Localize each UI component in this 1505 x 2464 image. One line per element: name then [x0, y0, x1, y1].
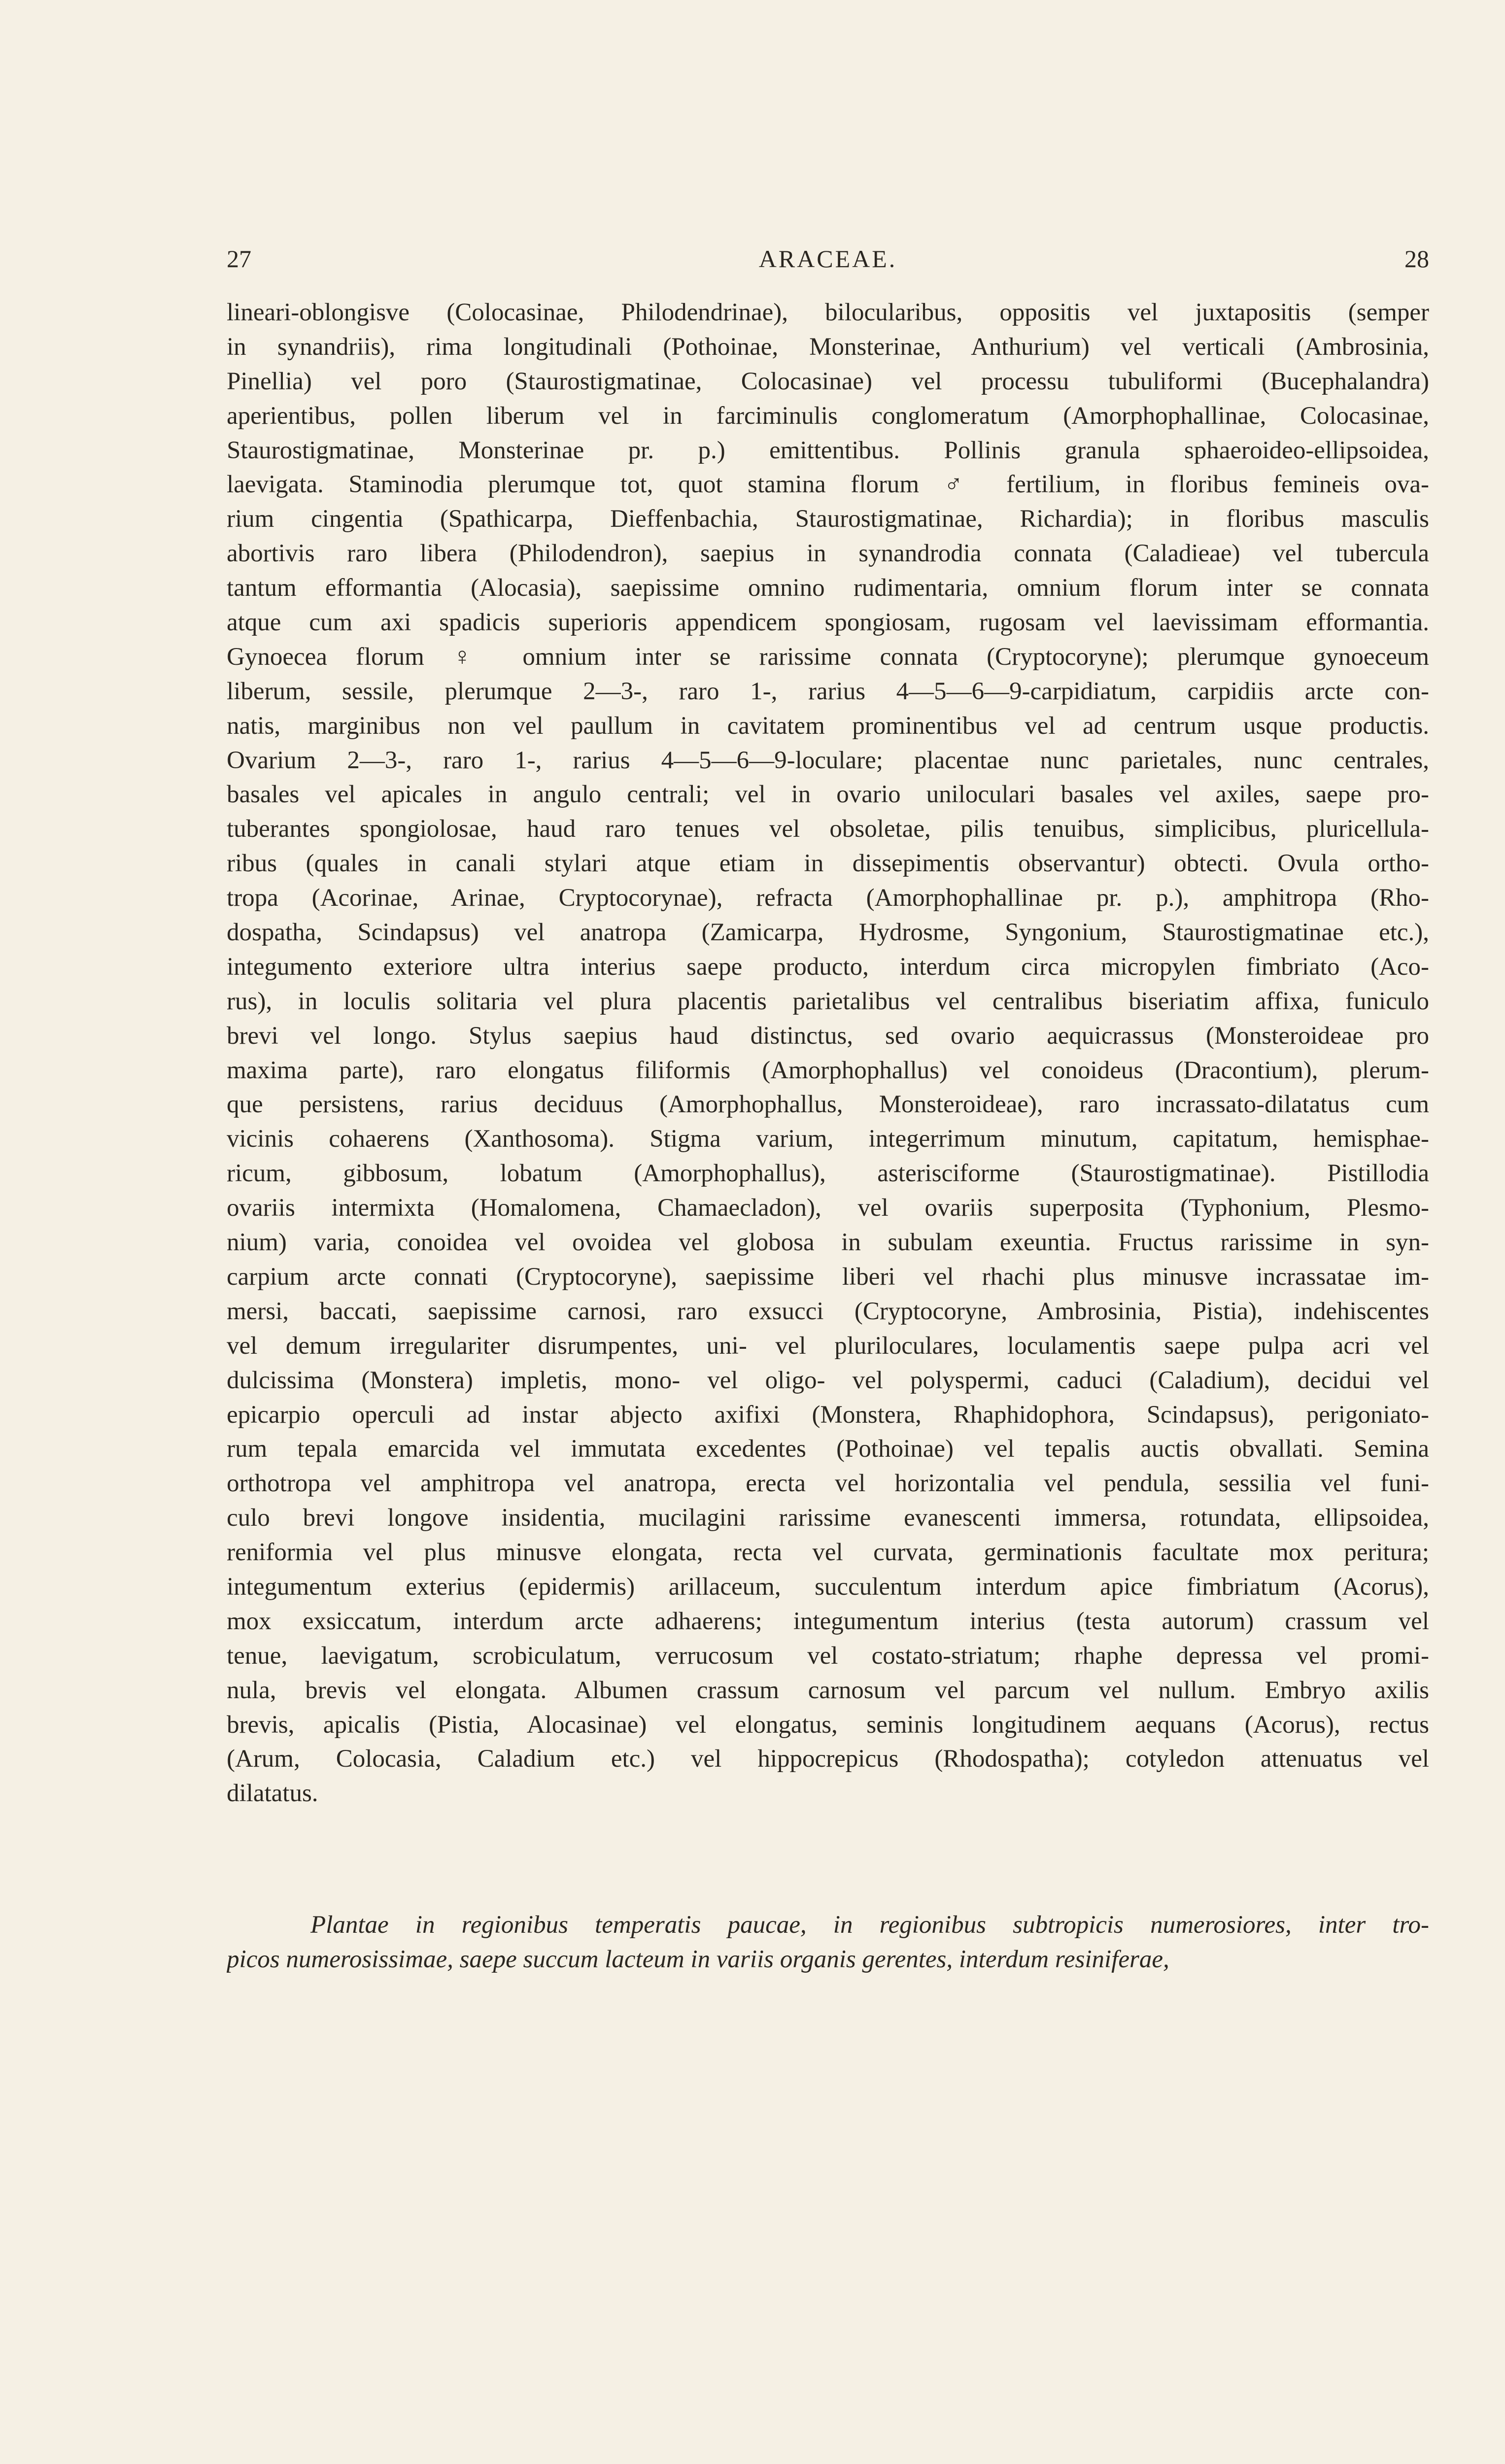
text-line: vel demum irregulariter disrumpentes, uni- vel pluriloculares, loculamentis saepe pulpa acri vel	[227, 1332, 1429, 1360]
text-line: lineari-oblongisve (Colocasinae, Philodendrinae), bilocularibus, oppositis vel juxtapositis (semper	[227, 299, 1429, 326]
text-line: vicinis cohaerens (Xanthosoma). Stigma varium, integerrimum minutum, capitatum, hemisphae-	[227, 1125, 1429, 1153]
description-paragraph	[227, 296, 1429, 1811]
text-line: epicarpio operculi ad instar abjecto axifixi (Monstera, Rhaphidophora, Scindapsus), perigoniato-	[227, 1401, 1429, 1429]
text-line: ricum, gibbosum, lobatum (Amorphophallus), asterisciforme (Staurostigmatinae). Pistillodia	[227, 1160, 1429, 1188]
text-line: laevigata. Staminodia plerumque tot, quot stamina florum ♂ fertilium, in floribus femineis ova-	[227, 471, 1429, 499]
text-line: in synandriis), rima longitudinali (Pothoinae, Monsterinae, Anthurium) vel verticali (Ambrosinia,	[227, 333, 1429, 361]
text-line: integumentum exterius (epidermis) arillaceum, succulentum interdum apice fimbriatum (Acorus),	[227, 1573, 1429, 1601]
text-line: Staurostigmatinae, Monsterinae pr. p.) emittentibus. Pollinis granula sphaeroideo-ellipsoidea,	[227, 436, 1429, 464]
text-line: brevi vel longo. Stylus saepius haud distinctus, sed ovario aequicrassus (Monsteroideae pro	[227, 1022, 1429, 1050]
text-line: tenue, laevigatum, scrobiculatum, verrucosum vel costato-striatum; rhaphe depressa vel promi-	[227, 1642, 1429, 1670]
text-line: reniformia vel plus minusve elongata, recta vel curvata, germinationis facultate mox peritura;	[227, 1539, 1429, 1567]
running-title: ARACEAE.	[758, 245, 897, 273]
text-line: nium) varia, conoidea vel ovoidea vel globosa in subulam exeuntia. Fructus rarissime in syn-	[227, 1229, 1429, 1257]
text-line: rum tepala emarcida vel immutata excedentes (Pothoinae) vel tepalis auctis obvallati. Semina	[227, 1435, 1429, 1463]
text-line: dulcissima (Monstera) impletis, mono- vel oligo- vel polyspermi, caduci (Caladium), decidui vel	[227, 1366, 1429, 1394]
text-line: natis, marginibus non vel paullum in cavitatem prominentibus vel ad centrum usque productis.	[227, 712, 1429, 740]
text-line: ribus (quales in canali stylari atque etiam in dissepimentis observantur) obtecti. Ovula ortho-	[227, 850, 1429, 878]
text-line: rus), in loculis solitaria vel plura placentis parietalibus vel centralibus biseriatim affixa, funiculo	[227, 987, 1429, 1015]
text-line: abortivis raro libera (Philodendron), saepius in synandrodia connata (Caladieae) vel tubercula	[227, 540, 1429, 568]
text-line: aperientibus, pollen liberum vel in farciminulis conglomeratum (Amorphophallinae, Colocasinae,	[227, 402, 1429, 430]
text-line: (Arum, Colocasia, Caladium etc.) vel hippocrepicus (Rhodospatha); cotyledon attenuatus vel	[227, 1745, 1429, 1773]
text-line: brevis, apicalis (Pistia, Alocasinae) vel elongatus, seminis longitudinem aequans (Acorus), rectus	[227, 1711, 1429, 1739]
text-line: atque cum axi spadicis superioris appendicem spongiosam, rugosam vel laevissimam efformantia.	[227, 609, 1429, 637]
text-line: integumento exteriore ultra interius saepe producto, interdum circa micropylen fimbriato (Aco-	[227, 953, 1429, 981]
text-line: Ovarium 2—3-, raro 1-, rarius 4—5—6—9-loculare; placentae nunc parietales, nunc centrales,	[227, 746, 1429, 774]
distribution-paragraph	[227, 1908, 1429, 1977]
page-number-left: 27	[227, 245, 251, 273]
text-line: tropa (Acorinae, Arinae, Cryptocorynae), refracta (Amorphophallinae pr. p.), amphitropa (Rho-	[227, 884, 1429, 912]
text-line: tuberantes spongiolosae, haud raro tenues vel obsoletae, pilis tenuibus, simplicibus, pluricellula-	[227, 815, 1429, 843]
text-line: rium cingentia (Spathicarpa, Dieffenbachia, Staurostigmatinae, Richardia); in floribus masculis	[227, 505, 1429, 533]
text-line: Plantae in regionibus temperatis paucae, in regionibus subtropicis numerosiores, inter tro-	[310, 1911, 1429, 1939]
text-line: que persistens, rarius deciduus (Amorphophallus, Monsteroideae), raro incrassato-dilatatus cum	[227, 1091, 1429, 1119]
text-line: mox exsiccatum, interdum arcte adhaerens; integumentum interius (testa autorum) crassum vel	[227, 1607, 1429, 1635]
text-line: dilatatus.	[227, 1780, 318, 1808]
text-line: mersi, baccati, saepissime carnosi, raro exsucci (Cryptocoryne, Ambrosinia, Pistia), indehiscentes	[227, 1297, 1429, 1325]
page-header	[227, 244, 1429, 279]
text-line: culo brevi longove insidentia, mucilagini rarissime evanescenti immersa, rotundata, ellipsoidea,	[227, 1504, 1429, 1532]
text-line: basales vel apicales in angulo centrali; vel in ovario uniloculari basales vel axiles, saepe pro-	[227, 781, 1429, 809]
text-line: carpium arcte connati (Cryptocoryne), saepissime liberi vel rhachi plus minusve incrassatae im-	[227, 1263, 1429, 1291]
text-line: orthotropa vel amphitropa vel anatropa, erecta vel horizontalia vel pendula, sessilia vel funi-	[227, 1470, 1429, 1498]
page-number-right: 28	[1404, 245, 1429, 273]
text-line: nula, brevis vel elongata. Albumen crassum carnosum vel parcum vel nullum. Embryo axilis	[227, 1676, 1429, 1704]
text-line: Gynoecea florum ♀ omnium inter se rarissime connata (Cryptocoryne); plerumque gynoeceum	[227, 643, 1429, 671]
text-line: liberum, sessile, plerumque 2—3-, raro 1-, rarius 4—5—6—9-carpidiatum, carpidiis arcte con-	[227, 677, 1429, 705]
text-line: dospatha, Scindapsus) vel anatropa (Zamicarpa, Hydrosme, Syngonium, Staurostigmatinae etc.),	[227, 919, 1429, 947]
text-line: tantum efformantia (Alocasia), saepissime omnino rudimentaria, omnium florum inter se connata	[227, 574, 1429, 602]
text-line: ovariis intermixta (Homalomena, Chamaecladon), vel ovariis superposita (Typhonium, Plesmo-	[227, 1194, 1429, 1222]
text-line: picos numerosissimae, saepe succum lacteum in variis organis gerentes, interdum resiniferae,	[227, 1945, 1169, 1973]
text-line: maxima parte), raro elongatus filiformis (Amorphophallus) vel conoideus (Dracontium), plerum-	[227, 1056, 1429, 1084]
text-line: Pinellia) vel poro (Staurostigmatinae, Colocasinae) vel processu tubuliformi (Bucephalandra)	[227, 367, 1429, 395]
